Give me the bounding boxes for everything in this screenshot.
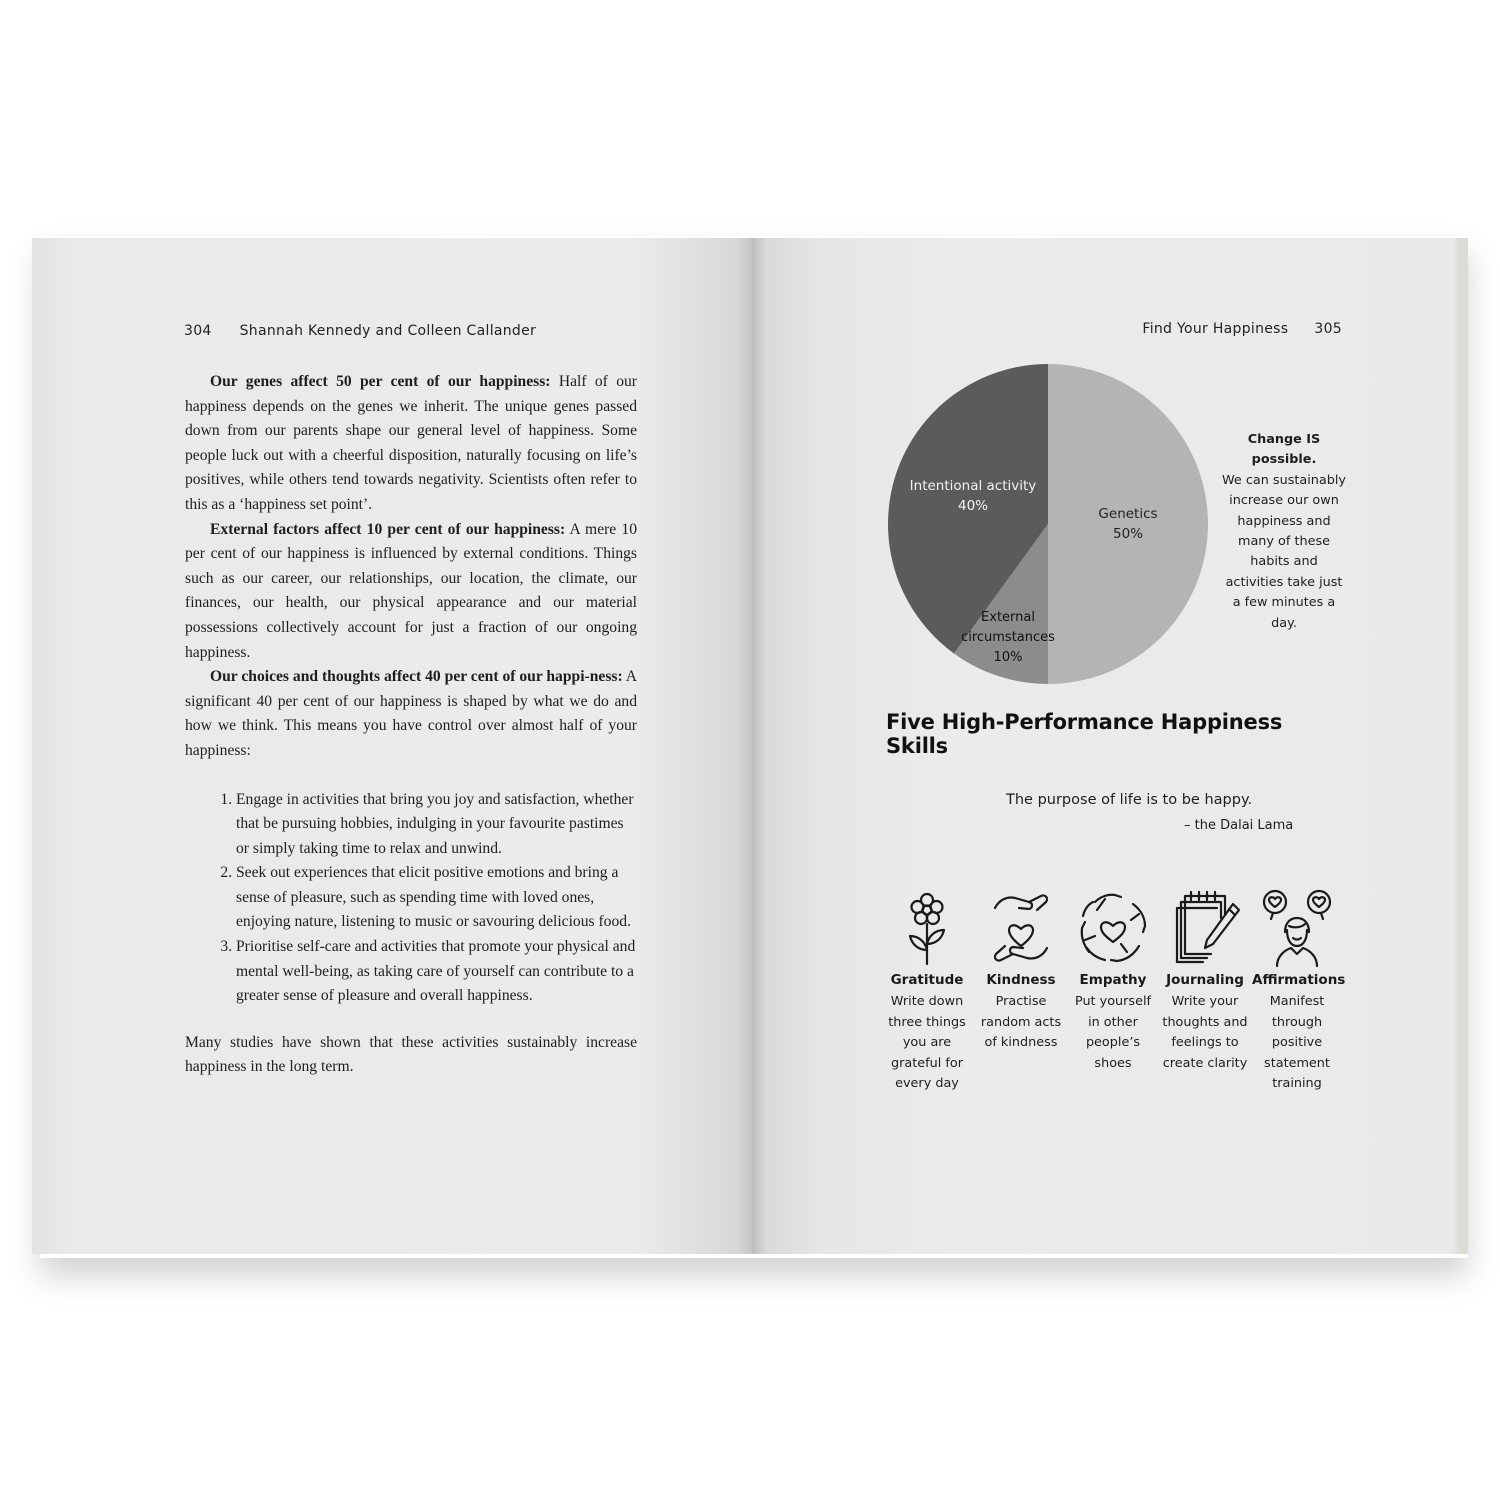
skill-kindness bbox=[976, 888, 1066, 1054]
skill-desc: Put yourself in other people’s shoes bbox=[1074, 994, 1152, 1071]
paragraph-body: A significant 40 per cent of our happiness is shaped by what we do and how we think. This means you have control over almost half of your happiness: bbox=[185, 668, 637, 759]
pie-label-name: Genetics bbox=[1098, 506, 1158, 522]
quote-attribution: – the Dalai Lama bbox=[1184, 818, 1294, 833]
closing-paragraph: Many studies have shown that these activities sustainably increase happiness in the long term. bbox=[185, 1033, 637, 1076]
skill-desc: Write down three things you are grateful for every day bbox=[888, 994, 966, 1092]
numbered-list bbox=[185, 788, 637, 1009]
pie-label-intentional bbox=[888, 476, 1058, 516]
skill-name: Kindness bbox=[986, 972, 1056, 988]
left-body-text bbox=[185, 370, 637, 1080]
skill-desc: Practise random acts of kindness bbox=[980, 994, 1062, 1051]
paragraph-external bbox=[185, 518, 637, 666]
hands-heart-icon bbox=[989, 888, 1053, 968]
paragraph-lead: Our genes affect 50 per cent of our happiness: bbox=[210, 373, 551, 390]
person-thought-bubbles-icon bbox=[1259, 888, 1335, 968]
circle-hands-heart-icon bbox=[1075, 888, 1151, 968]
list-item: 1. Engage in activities that bring you joy and satisfaction, whether that be pursuing hobbies, indulging in your favourite pastimes or simply taking time to relax and unwind. bbox=[236, 788, 637, 862]
right-running-head-title: Find Your Happiness bbox=[1142, 321, 1289, 337]
skill-empathy bbox=[1068, 888, 1158, 1074]
pie-label-value: 10% bbox=[993, 650, 1023, 665]
section-title: Five High-Performance Happiness Skills bbox=[886, 710, 1283, 758]
pie-label-name: External circumstances bbox=[961, 610, 1055, 645]
left-page bbox=[32, 238, 752, 1254]
paragraph-choices bbox=[185, 665, 637, 763]
skill-name: Gratitude bbox=[890, 972, 964, 988]
paragraph-body: A mere 10 per cent of our happiness is influenced by external conditions. Things such as our career, our relationships, our location, the climate, our finances, our health, our physical appearance and our material possessions collectively account for just a fraction of our ongoing happiness. bbox=[185, 520, 637, 661]
paragraph-lead: Our choices and thoughts affect 40 per cent of our happi-ness: bbox=[210, 668, 623, 686]
skill-name: Empathy bbox=[1079, 972, 1147, 988]
skill-gratitude bbox=[882, 888, 972, 1095]
right-running-head bbox=[1142, 321, 1342, 337]
skill-desc: Write your thoughts and feelings to create clarity bbox=[1162, 994, 1248, 1071]
paragraph-lead: External factors affect 10 per cent of our happiness: bbox=[210, 520, 566, 538]
skill-name: Affirmations bbox=[1252, 972, 1346, 988]
side-note-text: We can sustainably increase our own happiness and many of these habits and activities take just a few minutes a day. bbox=[1222, 472, 1346, 631]
pie-label-value: 40% bbox=[957, 498, 988, 514]
pie-label-value: 50% bbox=[1112, 526, 1143, 542]
paragraph-body: Half of our happiness depends on the genes we inherit. The unique genes passed down from our parents shape our general level of happiness. Some people luck out with a cheerful disposition, naturally focusing on life’s positives, while others tend towards negativity. Scientists often refer to this as a ‘happiness set point’. bbox=[185, 373, 637, 513]
right-page bbox=[752, 238, 1464, 1254]
side-note bbox=[1222, 430, 1346, 634]
right-page-number: 305 bbox=[1314, 321, 1342, 337]
pie-label-name: Intentional activity bbox=[909, 478, 1037, 494]
paragraph-genes bbox=[185, 370, 637, 518]
side-note-headline: Change IS possible. bbox=[1247, 432, 1321, 468]
skill-desc: Manifest through positive statement training bbox=[1264, 994, 1330, 1092]
skill-name: Journaling bbox=[1166, 972, 1244, 988]
skill-journaling bbox=[1160, 888, 1250, 1074]
flower-icon bbox=[897, 888, 957, 968]
skill-affirmations bbox=[1252, 888, 1346, 1095]
list-item: 3. Prioritise self-care and activities that promote your physical and mental well-being, as taking care of yourself can contribute to a greater sense of pleasure and overall happiness. bbox=[236, 935, 637, 1009]
pie-chart bbox=[886, 362, 1210, 686]
left-page-number: 304 bbox=[184, 323, 212, 339]
pie-label-external bbox=[958, 608, 1058, 668]
pie-label-genetics bbox=[1078, 504, 1178, 544]
left-running-head-title: Shannah Kennedy and Colleen Callander bbox=[239, 323, 537, 339]
notebook-pen-icon bbox=[1167, 888, 1243, 968]
list-item: 2. Seek out experiences that elicit positive emotions and bring a sense of pleasure, such as spending time with loved ones, enjoying nature, listening to music or savouring delicious food. bbox=[236, 861, 637, 935]
skills-row bbox=[882, 888, 1346, 1128]
left-running-head bbox=[184, 323, 536, 339]
quote: The purpose of life is to be happy. bbox=[1006, 792, 1253, 808]
book-page-edge bbox=[1460, 238, 1468, 1254]
